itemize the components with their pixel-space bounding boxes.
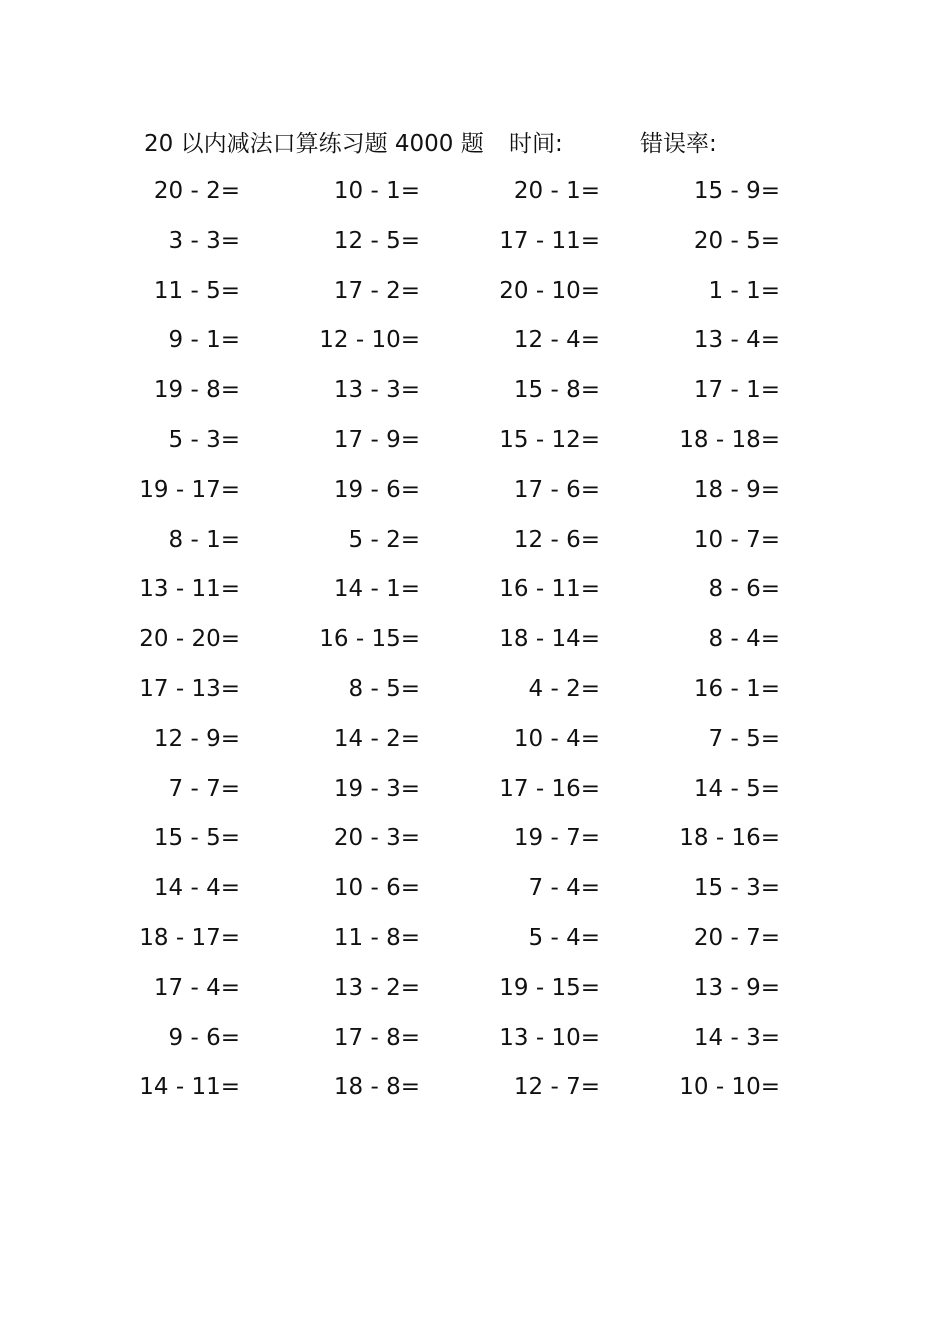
problem-item: 20 - 1= bbox=[513, 178, 600, 204]
problem-item: 15 - 12= bbox=[499, 426, 600, 453]
problem-item: 20 - 2= bbox=[153, 178, 240, 204]
problem-row bbox=[0, 868, 950, 918]
problem-item: 9 - 6= bbox=[168, 1024, 240, 1051]
problem-item: 7 - 7= bbox=[168, 775, 240, 802]
problem-item: 19 - 17= bbox=[139, 476, 240, 503]
problem-row bbox=[0, 370, 950, 420]
problem-item: 3 - 3= bbox=[168, 227, 240, 254]
problem-item: 15 - 8= bbox=[513, 377, 600, 404]
problem-item: 20 - 10= bbox=[499, 277, 600, 304]
problem-item: 11 - 5= bbox=[153, 277, 240, 304]
problem-item: 18 - 8= bbox=[333, 1074, 420, 1101]
problem-item: 17 - 2= bbox=[333, 277, 420, 304]
problem-item: 14 - 5= bbox=[693, 775, 780, 802]
problem-row bbox=[0, 320, 950, 370]
problem-item: 19 - 6= bbox=[333, 476, 420, 503]
problem-item: 12 - 6= bbox=[513, 526, 600, 553]
problem-item: 17 - 13= bbox=[139, 675, 240, 702]
problem-row bbox=[0, 769, 950, 819]
problem-item: 11 - 8= bbox=[333, 924, 420, 951]
problem-item: 14 - 1= bbox=[333, 576, 420, 603]
problem-item: 18 - 18= bbox=[679, 426, 780, 453]
problem-item: 19 - 15= bbox=[499, 974, 600, 1001]
problem-item: 5 - 3= bbox=[168, 426, 240, 453]
problem-row bbox=[0, 520, 950, 570]
problem-item: 12 - 10= bbox=[319, 327, 420, 354]
problem-item: 9 - 1= bbox=[168, 327, 240, 354]
problem-item: 8 - 1= bbox=[168, 526, 240, 553]
problem-item: 18 - 9= bbox=[693, 476, 780, 503]
problem-item: 19 - 7= bbox=[513, 825, 600, 852]
problem-item: 17 - 11= bbox=[499, 227, 600, 254]
problem-item: 13 - 11= bbox=[139, 576, 240, 603]
problem-item: 17 - 9= bbox=[333, 426, 420, 453]
problem-item: 18 - 17= bbox=[139, 924, 240, 951]
problem-item: 14 - 4= bbox=[153, 875, 240, 902]
problem-item: 18 - 16= bbox=[679, 825, 780, 852]
problem-row bbox=[0, 470, 950, 520]
problem-item: 17 - 6= bbox=[513, 476, 600, 503]
problem-item: 12 - 5= bbox=[333, 227, 420, 254]
problem-item: 17 - 16= bbox=[499, 775, 600, 802]
problem-item: 8 - 6= bbox=[708, 576, 780, 603]
problem-item: 15 - 9= bbox=[693, 178, 780, 204]
problem-grid bbox=[0, 171, 950, 1117]
problem-item: 17 - 1= bbox=[693, 377, 780, 404]
problem-row bbox=[0, 271, 950, 321]
problem-item: 19 - 8= bbox=[153, 377, 240, 404]
problem-item: 10 - 1= bbox=[333, 178, 420, 204]
problem-item: 5 - 4= bbox=[528, 924, 600, 951]
problem-item: 10 - 7= bbox=[693, 526, 780, 553]
problem-item: 13 - 9= bbox=[693, 974, 780, 1001]
problem-item: 14 - 11= bbox=[139, 1074, 240, 1101]
problem-row bbox=[0, 569, 950, 619]
problem-item: 13 - 2= bbox=[333, 974, 420, 1001]
problem-item: 7 - 4= bbox=[528, 875, 600, 902]
problem-item: 13 - 4= bbox=[693, 327, 780, 354]
problem-row bbox=[0, 171, 950, 221]
problem-row bbox=[0, 968, 950, 1018]
problem-row bbox=[0, 1018, 950, 1068]
problem-row bbox=[0, 669, 950, 719]
problem-item: 10 - 10= bbox=[679, 1074, 780, 1101]
problem-item: 18 - 14= bbox=[499, 626, 600, 653]
problem-item: 20 - 7= bbox=[693, 924, 780, 951]
problem-item: 14 - 2= bbox=[333, 725, 420, 752]
worksheet-title: 20 以内减法口算练习题 4000 题 bbox=[144, 131, 484, 157]
problem-item: 17 - 4= bbox=[153, 974, 240, 1001]
problem-item: 16 - 11= bbox=[499, 576, 600, 603]
problem-item: 1 - 1= bbox=[708, 277, 780, 304]
problem-item: 15 - 3= bbox=[693, 875, 780, 902]
problem-item: 20 - 3= bbox=[333, 825, 420, 852]
error-rate-label: 错误率: bbox=[640, 131, 717, 157]
problem-item: 10 - 6= bbox=[333, 875, 420, 902]
problem-row bbox=[0, 221, 950, 271]
problem-item: 19 - 3= bbox=[333, 775, 420, 802]
problem-row bbox=[0, 1067, 950, 1117]
problem-item: 5 - 2= bbox=[348, 526, 420, 553]
problem-item: 17 - 8= bbox=[333, 1024, 420, 1051]
problem-row bbox=[0, 918, 950, 968]
problem-item: 13 - 3= bbox=[333, 377, 420, 404]
problem-item: 12 - 7= bbox=[513, 1074, 600, 1101]
problem-item: 13 - 10= bbox=[499, 1024, 600, 1051]
problem-item: 16 - 1= bbox=[693, 675, 780, 702]
problem-item: 15 - 5= bbox=[153, 825, 240, 852]
problem-row bbox=[0, 818, 950, 868]
worksheet-header bbox=[0, 124, 950, 164]
time-label: 时间: bbox=[509, 131, 563, 157]
problem-item: 8 - 4= bbox=[708, 626, 780, 653]
problem-row bbox=[0, 420, 950, 470]
problem-item: 16 - 15= bbox=[319, 626, 420, 653]
problem-item: 20 - 20= bbox=[139, 626, 240, 653]
problem-item: 12 - 4= bbox=[513, 327, 600, 354]
problem-item: 14 - 3= bbox=[693, 1024, 780, 1051]
problem-row bbox=[0, 619, 950, 669]
problem-item: 7 - 5= bbox=[708, 725, 780, 752]
problem-item: 20 - 5= bbox=[693, 227, 780, 254]
problem-item: 12 - 9= bbox=[153, 725, 240, 752]
problem-item: 8 - 5= bbox=[348, 675, 420, 702]
problem-item: 10 - 4= bbox=[513, 725, 600, 752]
problem-row bbox=[0, 719, 950, 769]
problem-item: 4 - 2= bbox=[528, 675, 600, 702]
